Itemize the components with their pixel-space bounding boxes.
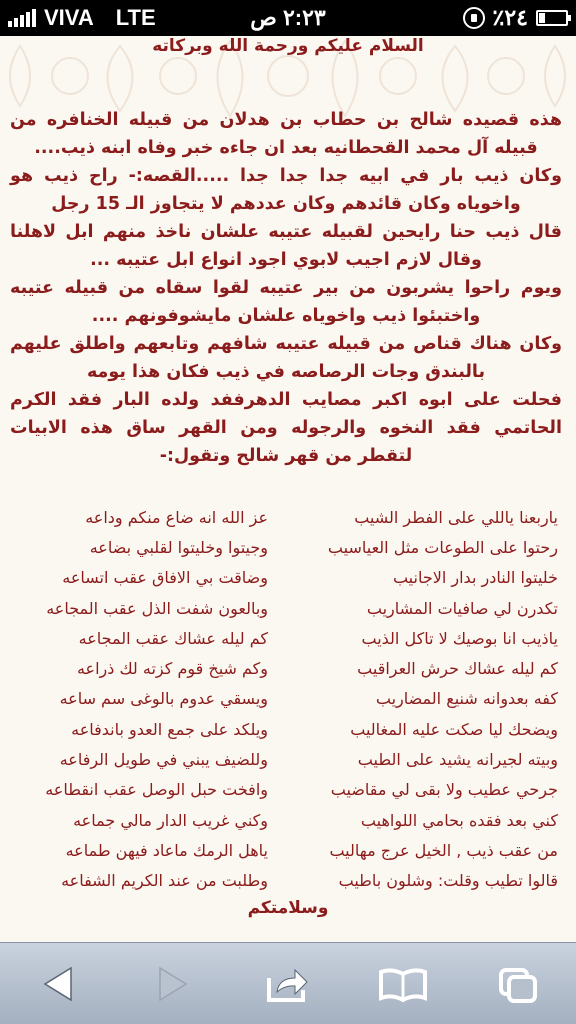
- verse-first: تكدرن لي صافيات المشاريب: [366, 598, 558, 618]
- verse-second: وللضيف يبني في طويل الرفاعه: [59, 750, 268, 770]
- poem-line: [18, 563, 558, 593]
- poem-line: [18, 805, 558, 835]
- verse-first: كم ليله عشاك حرش العراقيب: [357, 659, 558, 679]
- poem-line: [18, 653, 558, 683]
- share-button[interactable]: [258, 954, 318, 1014]
- poem-line: [18, 744, 558, 774]
- verse-first: قالوا تطيب وقلت: وشلون باطيب: [338, 871, 558, 891]
- verse-first: جرحي عطيب ولا بقى لي مقاضيب: [330, 780, 558, 800]
- status-right: [463, 5, 568, 31]
- verse-second: وطلبت من عند الكريم الشفاعه: [61, 871, 268, 891]
- poem-line: [18, 866, 558, 896]
- share-icon: [265, 964, 311, 1004]
- poem-line: [18, 623, 558, 653]
- verse-first: ياذيب انا بوصيك لا تاكل الذيب: [361, 628, 558, 648]
- verse-second: وبالعون شفت الذل عقب المجاعه: [46, 598, 268, 618]
- verse-first: من عقب ذيب , الخيل عرج مهاليب: [329, 840, 558, 860]
- poem-line: [18, 835, 558, 865]
- carrier-name: VIVA: [44, 5, 94, 30]
- verse-second: ويسقي عدوم بالوغى سم ساعه: [59, 689, 268, 709]
- poem-line: [18, 532, 558, 562]
- verse-first: وبيته لجيرانه يشيد على الطيب: [357, 750, 558, 770]
- verse-second: وضاقت بي الافاق عقب اتساعه: [62, 568, 268, 588]
- battery-percent: ٪٢٤: [492, 5, 528, 30]
- verse-first: ويضحك ليا صكت عليه المغاليب: [350, 719, 558, 739]
- battery-fill: [539, 13, 545, 23]
- tabs-icon: [497, 964, 539, 1004]
- greeting-text: السلام عليكم ورحمة الله وبركاته: [152, 36, 424, 56]
- paragraph: وكان ذيب بار في ابيه جدا جدا جدا .....القصه:- راح ذيب هو واخوياه وكان قائدهم وكان عددهم لا يتجاوز الـ 15 رجل: [10, 166, 562, 214]
- signal-icon: [8, 9, 36, 27]
- back-arrow-icon: [41, 964, 75, 1004]
- verse-first: خليتوا النادر بدار الاجانيب: [392, 568, 558, 588]
- verse-first: ياربعنا ياللي على الفطر الشيب: [354, 507, 558, 527]
- poem: [18, 502, 558, 896]
- browser-toolbar: [0, 942, 576, 1024]
- poem-line: [18, 502, 558, 532]
- story-paragraphs: [10, 106, 562, 470]
- paragraph: قال ذيب حنا رايحين لقبيله عتيبه علشان ناخذ منهم ابل لاهلنا وقال لازم اجيب لابوي اجود انواع ابل عتيبه ...: [10, 222, 562, 270]
- status-left: [8, 5, 156, 31]
- rotation-lock-icon: [463, 7, 485, 29]
- network-type: LTE: [115, 5, 156, 30]
- forward-arrow-icon: [156, 964, 190, 1004]
- battery-icon: [536, 10, 568, 26]
- verse-second: وكني غريب الدار مالي جماعه: [73, 810, 268, 830]
- verse-first: كفه بعدوانه شنيع المضاريب: [375, 689, 558, 709]
- verse-second: وكم شيخ قوم كزته لك ذراعه: [76, 659, 268, 679]
- verse-second: كم ليله عشاك عقب المجاعه: [78, 628, 268, 648]
- paragraph: وكان هناك قناص من قبيله عتيبه شافهم وتابعهم واطلق عليهم بالبندق وجات الرصاصه في ذيب فكان هذا يومه: [10, 334, 562, 382]
- verse-first: كني بعد فقده بحامي اللواهيب: [360, 810, 558, 830]
- paragraph: هذه قصيده شالح بن حطاب بن هدلان من قبيله الخنافره من قبيله آل محمد القحطانيه بعد ان جاءه خبر وفاه ابنه ذيب....: [10, 110, 562, 158]
- bookmarks-button[interactable]: [373, 954, 433, 1014]
- tabs-button[interactable]: [488, 954, 548, 1014]
- paragraph: فحلت على ابوه اكبر مصايب الدهرففد ولده البار فقد الكرم الحاتمي فقد النخوه والرجوله ومن القهر ساق هذه الابيات لتقطر من قهر شالح وتقول:-: [10, 390, 562, 466]
- verse-second: وافخت حبل الوصل عقب انقطاعه: [45, 780, 268, 800]
- verse-second: ويلكد على جمع العدو باندفاعه: [71, 719, 268, 739]
- status-time: ٢:٢٣ ص: [250, 5, 326, 30]
- closing-text: وسلامتكم: [247, 898, 329, 918]
- page-content[interactable]: [0, 36, 576, 942]
- verse-second: وجيتوا وخليتوا لقلبي بضاعه: [89, 537, 268, 557]
- poem-line: [18, 593, 558, 623]
- bookmarks-icon: [378, 964, 428, 1004]
- verse-second: عز الله انه ضاع منكم وداعه: [85, 507, 268, 527]
- paragraph: ويوم راحوا يشربون من بير عتيبه لقوا سقاه من قبيله عتيبه واختبئوا ذيب واخوياه علشان مايشوفونهم ....: [10, 278, 562, 326]
- back-button[interactable]: [28, 954, 88, 1014]
- poem-line: [18, 714, 558, 744]
- poem-line: [18, 775, 558, 805]
- forward-button[interactable]: [143, 954, 203, 1014]
- verse-first: رحتوا على الطوعات مثل العياسيب: [327, 537, 558, 557]
- poem-line: [18, 684, 558, 714]
- verse-second: ياهل الرمك ماعاد فيهن طماعه: [65, 840, 268, 860]
- status-bar: [0, 0, 576, 36]
